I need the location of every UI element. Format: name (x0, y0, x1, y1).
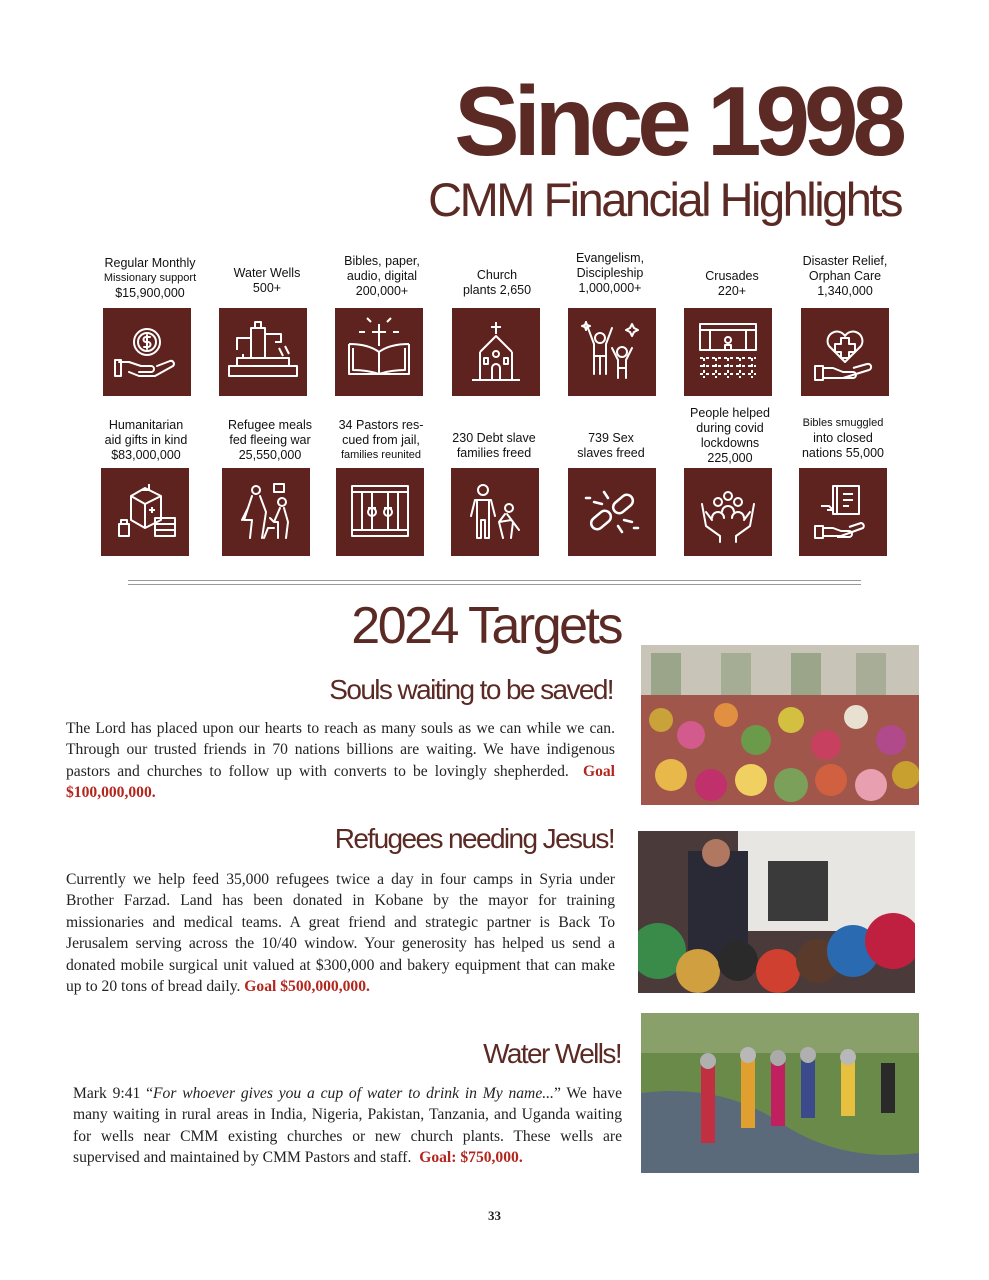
page-title: Since 1998 (454, 66, 901, 176)
freed-family-icon (451, 468, 539, 556)
divider (128, 580, 861, 581)
highlight-caption: Humanitarian aid gifts in kind $83,000,000 (104, 418, 188, 462)
highlight-caption: Regular Monthly Missionary support $15,900,000 (103, 256, 197, 300)
broken-chain-icon (568, 468, 656, 556)
highlight-caption: 739 Sex slaves freed (577, 431, 645, 460)
highlight-caption: Refugee meals fed fleeing war 25,550,000 (227, 418, 313, 462)
page-subtitle: CMM Financial Highlights (428, 173, 901, 226)
highlight-caption: Church plants 2,650 (462, 268, 532, 297)
souls-paragraph: The Lord has placed upon our hearts to reach as many souls as we can while we can. Through our trusted friends in 70 nations billions are waiting. We have indigenous pastors and churches to follow up with converts to be lovingly shepherded. Goal $100,000,000. (66, 720, 615, 802)
highlight-caption: Water Wells 500+ (233, 266, 301, 295)
crusade-stage-icon (684, 308, 772, 396)
bible-icon (335, 308, 423, 396)
refugees-icon (222, 468, 310, 556)
highlight-caption: 230 Debt slave families freed (452, 431, 536, 460)
highlight-caption: People helped during covid lockdowns 225,000 (690, 406, 770, 465)
money-hand-icon (103, 308, 191, 396)
jail-icon (336, 468, 424, 556)
wells-paragraph: Mark 9:41 “For whoever gives you a cup of water to drink in My name...” We have many waiting in rural areas in India, Nigeria, Pakistan, Tanzania, and Uganda waiting for wells near CMM existing churches or new church plants. These wells are supervised and maintained by CMM Pastors and staff. Goal: $750,000. (73, 1085, 623, 1167)
aid-boxes-icon (101, 468, 189, 556)
book-hand-icon (799, 468, 887, 556)
hands-people-icon (684, 468, 772, 556)
highlight-caption: Bibles smuggled into closed nations 55,000 (801, 417, 884, 460)
highlight-caption: 34 Pastors res- cued from jail, families reunited (338, 418, 424, 461)
page-number: 33 (488, 1208, 501, 1223)
highlight-caption: Crusades 220+ (705, 269, 759, 298)
water-carriers-photo (641, 1013, 919, 1173)
wells-heading: Water Wells! (483, 1038, 621, 1069)
scripture-quote: For whoever gives you a cup of water to drink in My name... (153, 1085, 554, 1102)
crowd-worship-photo (641, 645, 919, 805)
highlight-caption: Bibles, paper, audio, digital 200,000+ (344, 254, 420, 298)
section-title: 2024 Targets (351, 597, 621, 655)
refugees-heading: Refugees needing Jesus! (334, 823, 614, 854)
souls-heading: Souls waiting to be saved! (329, 674, 613, 705)
wells-goal: Goal: $750,000. (419, 1149, 523, 1167)
worship-people-icon (568, 308, 656, 396)
refugee-food-photo (638, 831, 915, 993)
souls-goal: Goal $100,000,000. (66, 762, 615, 802)
refugees-paragraph: Currently we help feed 35,000 refugees twice a day in four camps in Syria under Brother Farzad. Land has been donated in Kobane by the mayor for training missionaries and medical teams. A great friend and strategic partner is Back To Jerusalem serving across the 10/40 window. Your generosity has helped us send a donated mobile surgical unit valued at $300,000 and bakery equipment that can make up to 20 tons of bread daily. Goal $500,000,000. (66, 871, 615, 996)
highlight-caption: Evangelism, Discipleship 1,000,000+ (575, 251, 645, 295)
divider (128, 584, 861, 585)
refugees-goal: Goal $500,000,000. (244, 978, 370, 996)
church-icon (452, 308, 540, 396)
heart-hand-icon (801, 308, 889, 396)
highlight-caption: Disaster Relief, Orphan Care 1,340,000 (802, 254, 888, 298)
water-well-icon (219, 308, 307, 396)
